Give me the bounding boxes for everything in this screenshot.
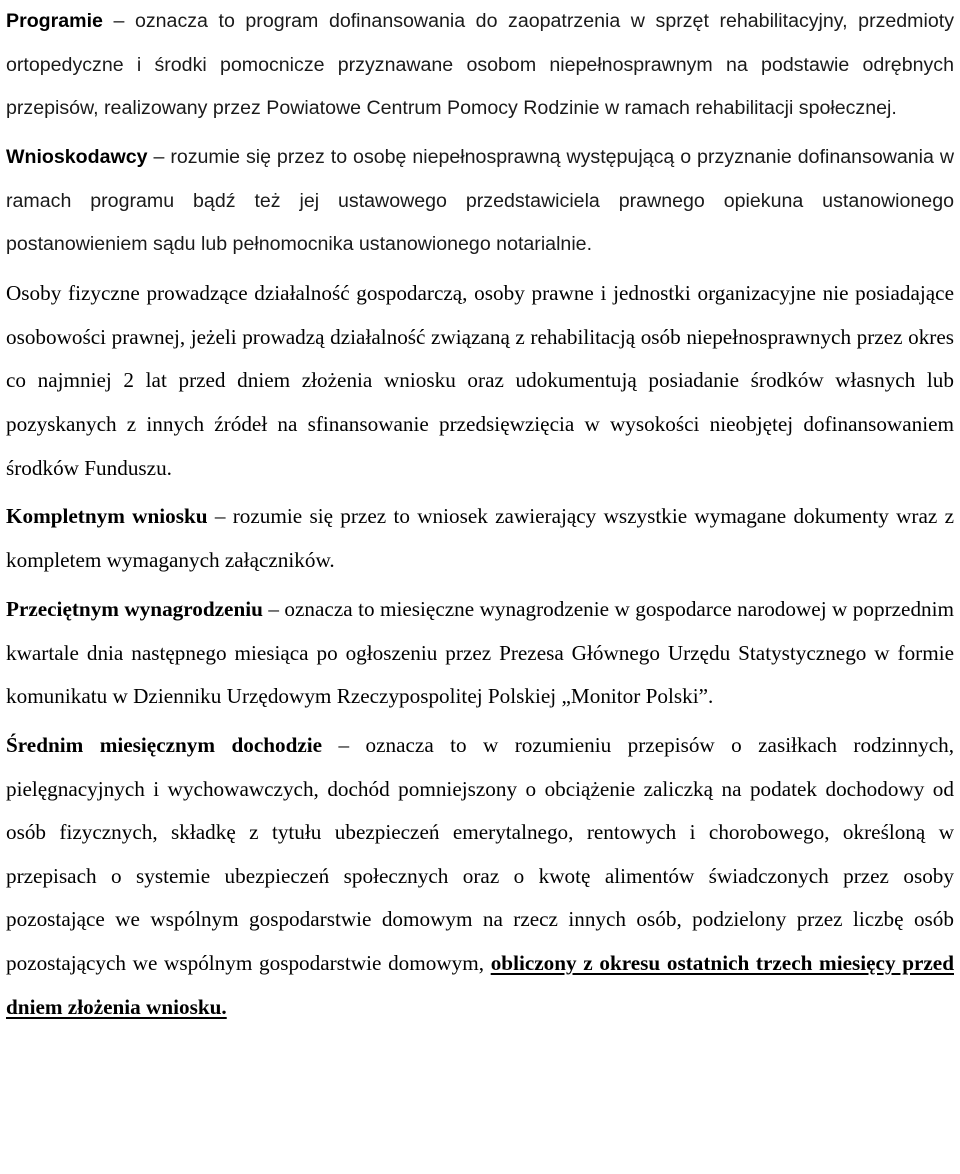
emphasis-obliczony: obliczony z okresu ostatnich trzech miesięcy przed dniem złożenia wniosku. — [6, 950, 954, 1019]
term-srednim-dochodzie: Średnim miesięcznym dochodzie — [6, 732, 323, 757]
definition-text-programie: – oznacza to program dofinansowania do zaopatrzenia w sprzęt rehabilitacyjny, przedmioty ortopedyczne i środki pomocnicze przyznawane osobom niepełnosprawnym na podstawie odrębnych przepisów, realizowany przez Powiatowe Centrum Pomocy Rodzinie w ramach rehabilitacji społecznej. — [6, 10, 954, 120]
definition-text-przecietnym-wynagrodzeniu: – oznacza to miesięczne wynagrodzenie w gospodarce narodowej w poprzednim kwartale dnia następnego miesiąca po ogłoszeniu przez Prezesa Głównego Urzędu Statystycznego w formie komunikatu w Dzienniku Urzędowym Rzeczypospolitej Polskiej „Monitor Polski”. — [6, 596, 954, 709]
paragraph-text-osoby-fizyczne: Osoby fizyczne prowadzące działalność gospodarczą, osoby prawne i jednostki organizacyjne nie posiadające osobowości prawnej, jeżeli prowadzą działalność związaną z rehabilitacją osób niepełnosprawnych przez okres co najmniej 2 lat przed dniem złożenia wniosku oraz udokumentują posiadanie środków własnych lub pozyskanych z innych źródeł na sfinansowanie przedsięwzięcia w wysokości nieobjętej dofinansowaniem środków Funduszu. — [6, 281, 954, 480]
term-przecietnym-wynagrodzeniu: Przeciętnym wynagrodzeniu — [6, 596, 263, 621]
definition-kompletnym-wniosku — [6, 495, 954, 582]
definition-srednim-dochodzie — [6, 724, 954, 1029]
definition-text-wnioskodawcy: – rozumie się przez to osobę niepełnosprawną występującą o przyznanie dofinansowania w ramach programu bądź też jej ustawowego przedstawiciela prawnego opiekuna ustanowionego postanowieniem sądu lub pełnomocnika ustanowionego notarialnie. — [6, 146, 954, 256]
definition-text-srednim-dochodzie: – oznacza to w rozumieniu przepisów o zasiłkach rodzinnych, pielęgnacyjnych i wychowawczych, dochód pomniejszony o obciążenie zaliczką na podatek dochodowy od osób fizycznych, składkę z tytułu ubezpieczeń emerytalnego, rentowych i chorobowego, określoną w przepisach o systemie ubezpieczeń społecznych oraz o kwotę alimentów świadczonych przez osoby pozostające we wspólnym gospodarstwie domowym na rzecz innych osób, podzielony przez liczbę osób pozostających we wspólnym gospodarstwie domowym, — [6, 732, 954, 975]
paragraph-osoby-fizyczne — [6, 272, 954, 490]
definition-programie — [6, 0, 954, 131]
term-kompletnym-wniosku: Kompletnym wniosku — [6, 504, 208, 529]
definition-text-kompletnym-wniosku: – rozumie się przez to wniosek zawierający wszystkie wymagane dokumenty wraz z kompletem wymaganych załączników. — [6, 504, 954, 573]
term-wnioskodawcy: Wnioskodawcy — [6, 146, 148, 169]
definition-wnioskodawcy — [6, 136, 954, 267]
term-programie: Programie — [6, 10, 103, 32]
definition-przecietnym-wynagrodzeniu — [6, 588, 954, 719]
document-body — [6, 0, 954, 1034]
